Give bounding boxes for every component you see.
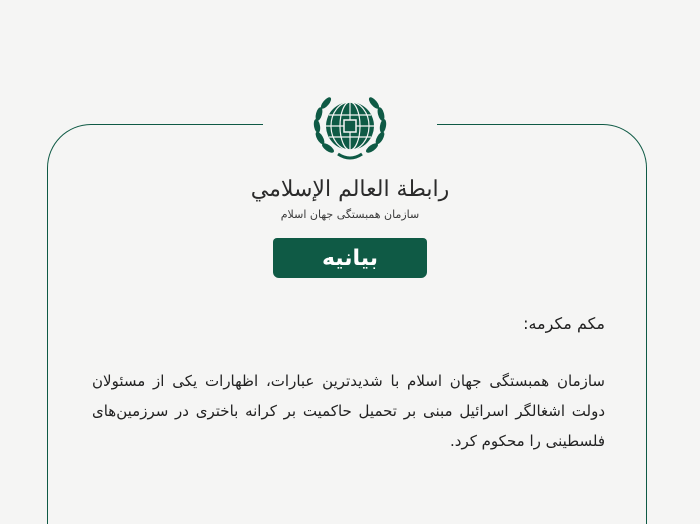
salutation: مکم مکرمه:	[523, 314, 605, 333]
globe-laurel-emblem-icon	[308, 88, 392, 168]
organization-name: سازمان همبستگی جهان اسلام	[280, 208, 420, 221]
statement-body: سازمان همبستگی جهان اسلام با شدیدترین عبارات، اظهارات یکی از مسئولان دولت اشغالگر اسرائیل مبنی بر تحمیل حاکمیت بر کرانه باختری در سرزمین‌های فلسطینی را محکوم کرد.	[92, 372, 605, 450]
svg-text:رابطة العالم الإسلامي: رابطة العالم الإسلامي	[250, 177, 450, 202]
organization-logo-calligraphy	[250, 168, 450, 208]
statement-banner: بیانیه	[273, 238, 427, 278]
